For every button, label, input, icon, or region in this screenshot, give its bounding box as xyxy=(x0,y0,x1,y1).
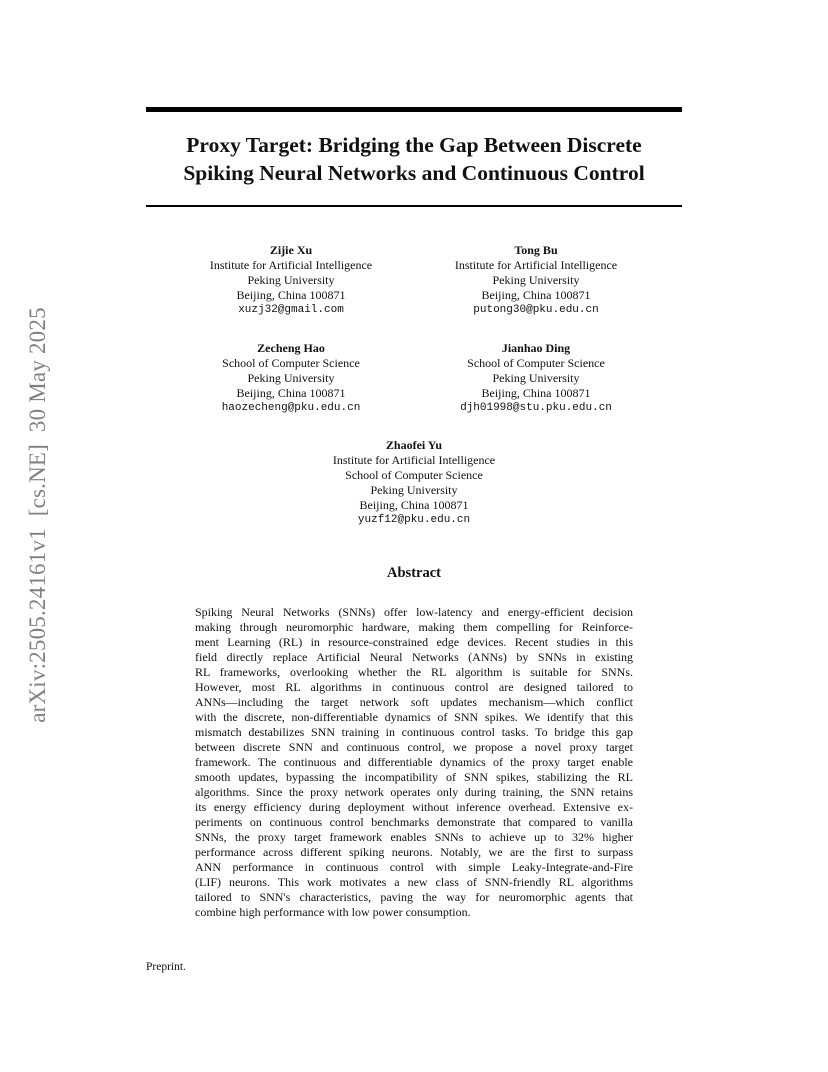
author-block xyxy=(171,243,411,318)
title-bottom-rule xyxy=(146,205,682,207)
abstract-line: smooth updates, bypassing the incompatibility of SNN spikes, stabilizing the RL xyxy=(195,770,633,784)
abstract-line: performance across different spiking neurons. Notably, we are the first to surpass xyxy=(195,845,633,859)
arxiv-stamp: arXiv:2505.24161v1 [cs.NE] 30 May 2025 xyxy=(25,307,50,723)
abstract-line: making through neuromorphic hardware, making them compelling for Reinforce- xyxy=(195,620,633,634)
title-line-1: Proxy Target: Bridging the Gap Between Discrete xyxy=(186,133,642,157)
abstract-line: with the discrete, non-differentiable dynamics of SNN spikes. We identify that this xyxy=(195,710,633,724)
author-block xyxy=(416,341,656,416)
title-line-2: Spiking Neural Networks and Continuous Control xyxy=(183,161,645,185)
abstract-line: between discrete SNN and continuous control, we propose a novel proxy target xyxy=(195,740,633,754)
author-affiliation: Peking University xyxy=(247,371,335,385)
author-name: Zijie Xu xyxy=(269,243,313,257)
author-affiliation: School of Computer Science xyxy=(467,356,605,370)
abstract-line: SNNs, the proxy target framework enables SNNs to achieve up to 32% higher xyxy=(195,830,633,844)
author-affiliation: School of Computer Science xyxy=(222,356,360,370)
abstract-line: field directly replace Artificial Neural Networks (ANNs) by SNNs in existing xyxy=(195,650,633,664)
author-affiliation: Peking University xyxy=(492,371,580,385)
author-affiliation: Beijing, China 100871 xyxy=(481,386,591,400)
author-affiliation: Beijing, China 100871 xyxy=(236,386,346,400)
author-affiliation: Beijing, China 100871 xyxy=(481,288,591,302)
abstract-line: ment Learning (RL) in resource-constrained edge devices. Recent studies in this xyxy=(195,635,633,649)
abstract-line: periments on continuous control benchmarks demonstrate that compared to vanilla xyxy=(195,815,633,829)
abstract-line: framework. The continuous and differentiable dynamics of the proxy target enable xyxy=(195,755,633,769)
abstract-heading: Abstract xyxy=(387,565,441,581)
author-affiliation: Institute for Artificial Intelligence xyxy=(209,258,373,272)
author-email[interactable]: djh01998@stu.pku.edu.cn xyxy=(460,402,612,414)
author-affiliation: Institute for Artificial Intelligence xyxy=(454,258,618,272)
author-affiliation: Peking University xyxy=(492,273,580,287)
author-affiliation: Institute for Artificial Intelligence xyxy=(332,453,496,467)
author-affiliation: Beijing, China 100871 xyxy=(236,288,346,302)
author-name: Zhaofei Yu xyxy=(385,438,443,452)
abstract-line: algorithms. Since the proxy network operates only during training, the SNN retains xyxy=(195,785,633,799)
abstract-line: ANNs—including the target network soft updates mechanism—which conflict xyxy=(195,695,633,709)
abstract-line: (LIF) neurons. This work motivates a new class of SNN-friendly RL algorithms xyxy=(195,875,633,889)
author-email[interactable]: yuzf12@pku.edu.cn xyxy=(357,514,471,526)
author-block xyxy=(416,243,656,318)
author-email[interactable]: haozecheng@pku.edu.cn xyxy=(221,402,361,414)
abstract-line: ANN performance in continuous control with simple Leaky-Integrate-and-Fire xyxy=(195,860,633,874)
author-name: Tong Bu xyxy=(514,243,558,257)
abstract-line: combine high performance with low power consumption. xyxy=(195,905,471,919)
author-affiliation: School of Computer Science xyxy=(345,468,483,482)
paper-title xyxy=(146,131,682,187)
abstract-body xyxy=(195,605,633,920)
author-email[interactable]: putong30@pku.edu.cn xyxy=(473,304,599,316)
author-affiliation: Peking University xyxy=(247,273,335,287)
author-block xyxy=(171,341,411,416)
preprint-note: Preprint. xyxy=(146,961,186,973)
author-block xyxy=(294,438,534,528)
abstract-line: its energy efficiency during deployment without inference overhead. Extensive ex- xyxy=(195,800,633,814)
abstract-line: Spiking Neural Networks (SNNs) offer low-latency and energy-efficient decision xyxy=(195,605,633,619)
author-name: Zecheng Hao xyxy=(257,341,325,355)
abstract-line: RL frameworks, overlooking whether the RL algorithm is suitable for SNNs. xyxy=(195,665,633,679)
author-email[interactable]: xuzj32@gmail.com xyxy=(238,304,344,316)
title-top-rule xyxy=(146,107,682,112)
abstract-line: tailored to SNN's characteristics, paving the way for neuromorphic agents that xyxy=(195,890,633,904)
abstract-line: mismatch destabilizes SNN training in continuous control tasks. To bridge this gap xyxy=(195,725,633,739)
author-affiliation: Peking University xyxy=(370,483,458,497)
abstract-line: However, most RL algorithms in continuous control are designed tailored to xyxy=(195,680,633,694)
author-name: Jianhao Ding xyxy=(501,341,571,355)
author-affiliation: Beijing, China 100871 xyxy=(359,498,469,512)
